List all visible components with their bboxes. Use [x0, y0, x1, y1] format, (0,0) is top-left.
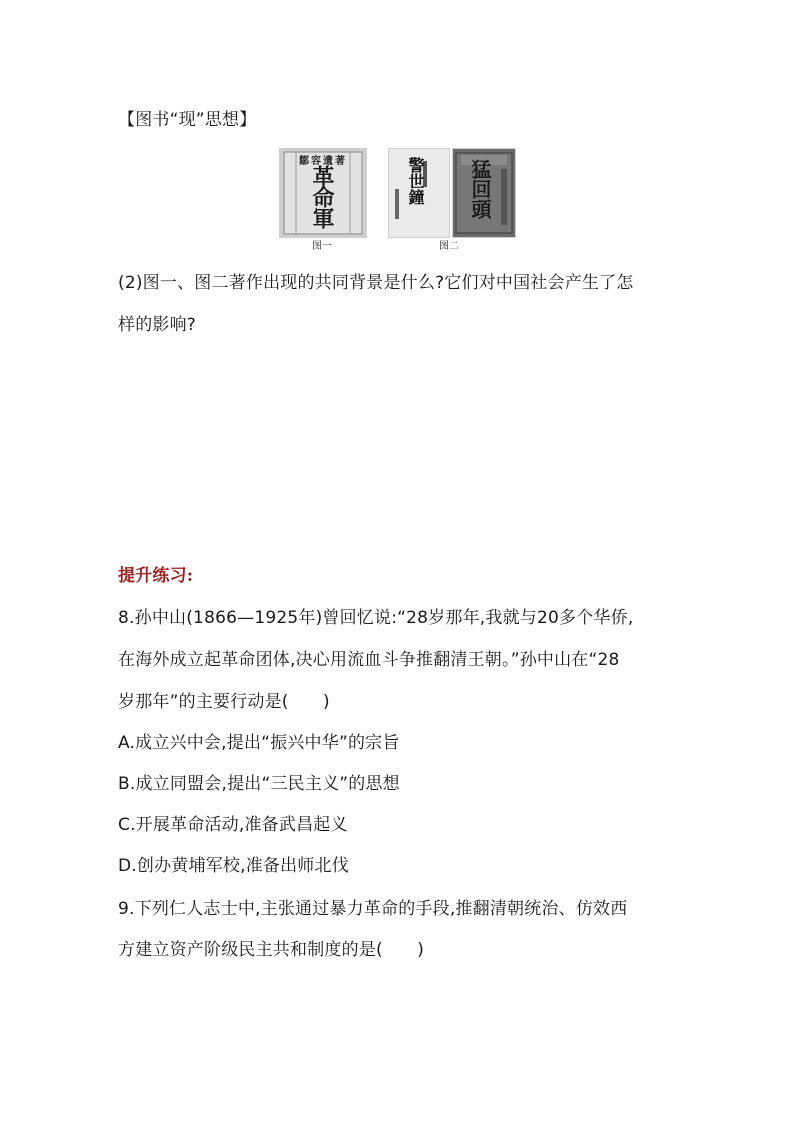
question-2-line-1: (2)图一、图二著作出现的共同背景是什么?它们对中国社会产生了怎	[118, 273, 634, 293]
question-8-option-b: B.成立同盟会,提出“三民主义”的思想	[118, 774, 400, 794]
question-8-line-2: 在海外成立起革命团体,决心用流血斗争推翻清王朝。”孙中山在“28	[118, 650, 620, 670]
question-8-option-d: D.创办黄埔军校,准备出师北伐	[118, 856, 349, 876]
question-9-line-2: 方建立资产阶级民主共和制度的是( )	[118, 940, 425, 960]
figure-2-book-b	[452, 148, 516, 238]
figure-1-image	[279, 148, 367, 238]
question-8-option-c: C.开展革命活动,准备武昌起义	[118, 815, 348, 835]
figure-1-side-text: 鄒容遺著	[299, 156, 347, 167]
figure-2-book-a	[388, 148, 450, 238]
question-2-line-2: 样的影响?	[118, 315, 197, 335]
figure-2-book-a-title: 警世鐘	[406, 157, 425, 205]
figure-1-caption: 图一	[312, 241, 332, 252]
figure-2-caption: 图二	[439, 241, 459, 252]
figure-1-title: 革命軍	[309, 165, 335, 228]
question-8-line-1: 8.孙中山(1866—1925年)曾回忆说:“28岁那年,我就与20多个华侨,	[118, 608, 634, 628]
question-8-option-a: A.成立兴中会,提出“振兴中华”的宗旨	[118, 733, 400, 753]
question-9-line-1: 9.下列仁人志士中,主张通过暴力革命的手段,推翻清朝统治、仿效西	[118, 899, 628, 919]
figure-2-book-b-title: 猛回頭	[468, 159, 492, 219]
practice-heading: 提升练习:	[118, 566, 194, 586]
section-heading: 【图书“现”思想】	[118, 110, 257, 130]
question-8-line-3: 岁那年”的主要行动是( )	[118, 692, 330, 712]
